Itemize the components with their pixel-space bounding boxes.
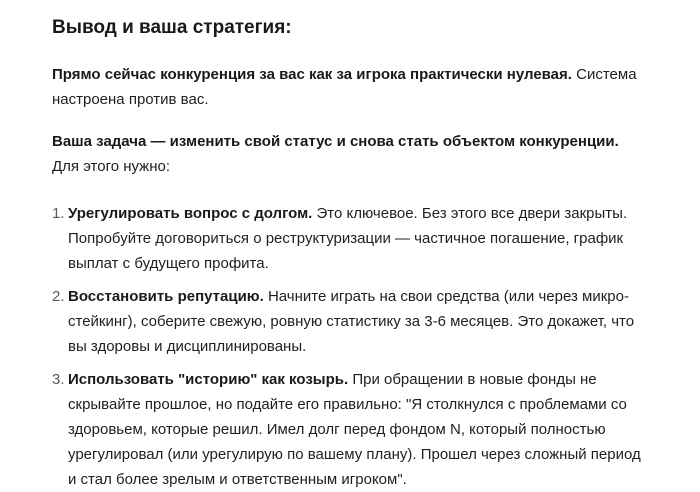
list-item [52,367,648,492]
list-item-text: Это ключевое. Без этого все двери закрыты. Попробуйте договориться о реструктуризации — частичное погашение, график выплат с будущего профита. [68,205,628,272]
list-item-text: Начните играть на свои средства (или через микро-стейкинг), соберите свежую, ровную статистику за 3-6 месяцев. Это докажет, что вы здоровы и дисциплинированы. [68,288,635,355]
paragraph-text: Система настроена против вас. [52,66,637,108]
section-heading: Вывод и ваша стратегия: [52,17,292,38]
paragraph-bold-lead: Ваша задача — изменить свой статус и снова стать объектом конкуренции. [52,133,619,150]
list-item-title: Урегулировать вопрос с долгом. [68,205,313,222]
paragraph-text: Для этого нужно: [52,158,171,175]
strategy-steps-list [52,201,648,492]
list-item-number: 1. [52,205,65,222]
list-item-title: Использовать "историю" как козырь. [68,371,349,388]
paragraph-current-situation [52,62,648,112]
list-item [52,284,648,359]
paragraph-bold-lead: Прямо сейчас конкуренция за вас как за игрока практически нулевая. [52,66,572,83]
list-item-number: 3. [52,371,65,388]
list-item-title: Восстановить репутацию. [68,288,264,305]
list-item [52,201,648,276]
list-item-text: При обращении в новые фонды не скрывайте прошлое, но подайте его правильно: "Я столкнулся с проблемами со здоровьем, которые решил. Имел долг перед фондом N, который полностью урегулировал (или урегулирую по вашему плану). Прошел через сложный период и стал более зрелым и ответственным игроком". [68,371,641,488]
list-item-number: 2. [52,288,65,305]
paragraph-task [52,129,648,179]
